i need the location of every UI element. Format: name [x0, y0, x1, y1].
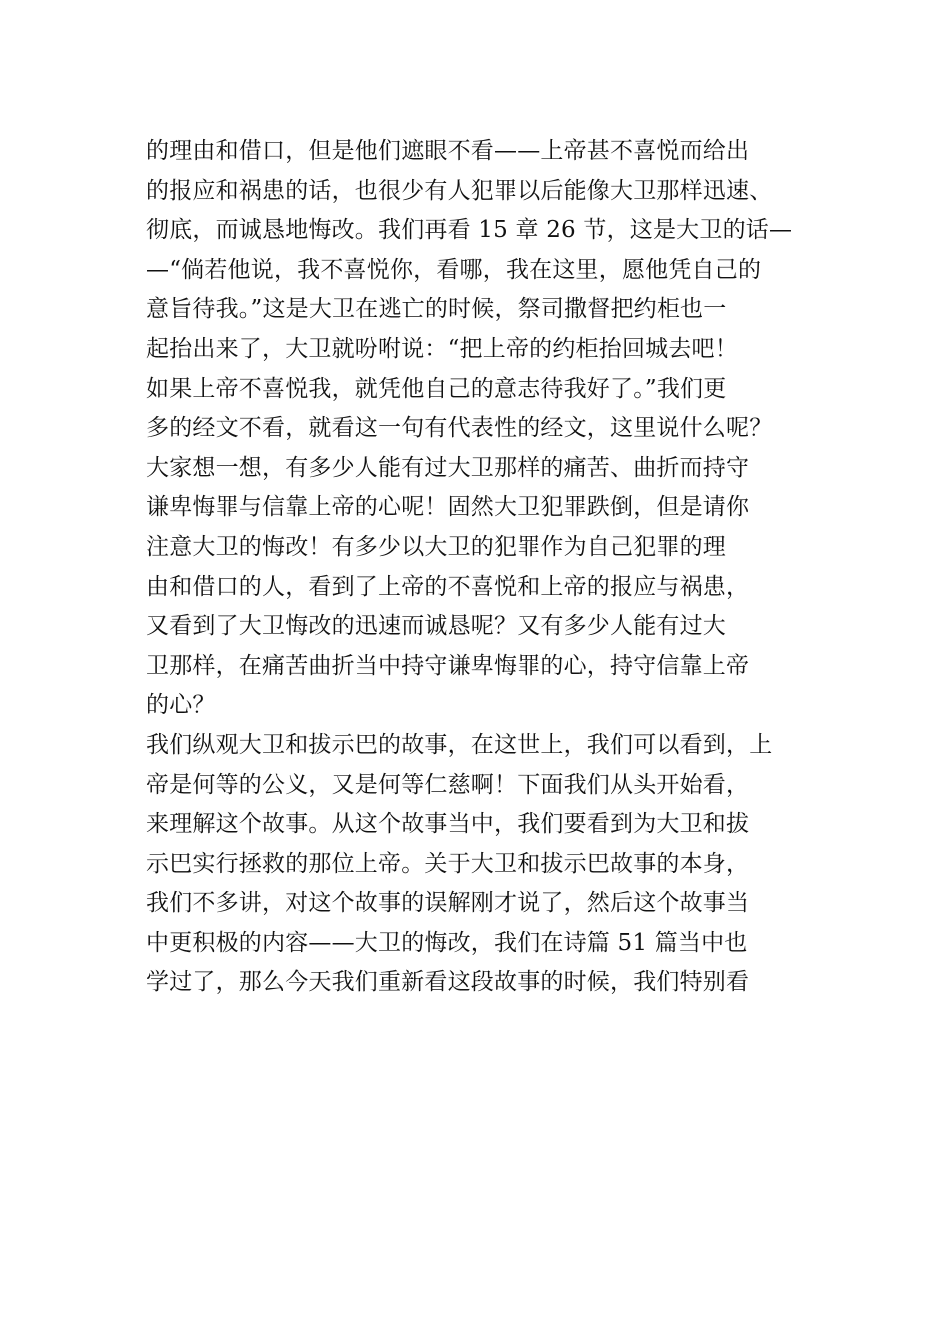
- text-line: 卫那样，在痛苦曲折当中持守谦卑悔罪的心，持守信靠上帝: [146, 652, 750, 679]
- text-line: 由和借口的人，看到了上帝的不喜悦和上帝的报应与祸患，: [146, 573, 750, 600]
- text-line: 如果上帝不喜悦我，就凭他自己的意志待我好了。”我们更: [146, 375, 727, 402]
- text-line: 中更积极的内容——大卫的悔改，我们在诗篇 51 篇当中也: [146, 929, 748, 956]
- text-line: 起抬出来了，大卫就吩咐说：“把上帝的约柜抬回城去吧！: [146, 335, 738, 362]
- text-line: 又看到了大卫悔改的迅速而诚恳呢？又有多少人能有过大: [146, 613, 726, 640]
- text-line: —“倘若他说，我不喜悦你，看哪，我在这里，愿他凭自己的: [146, 256, 762, 283]
- text-line: 大家想一想，有多少人能有过大卫那样的痛苦、曲折而持守: [146, 454, 750, 481]
- text-line: 多的经文不看，就看这一句有代表性的经文，这里说什么呢？: [146, 415, 773, 442]
- text-line: 示巴实行拯救的那位上帝。关于大卫和拔示巴故事的本身，: [146, 850, 750, 877]
- text-line: 彻底，而诚恳地悔改。我们再看 15 章 26 节，这是大卫的话—: [146, 217, 793, 244]
- text-line: 谦卑悔罪与信靠上帝的心呢！固然大卫犯罪跌倒，但是请你: [146, 494, 750, 521]
- text-line: 我们纵观大卫和拔示巴的故事，在这世上，我们可以看到，上: [146, 731, 773, 758]
- body-text: [146, 132, 826, 1003]
- text-line: 的报应和祸患的话，也很少有人犯罪以后能像大卫那样迅速、: [146, 177, 773, 204]
- text-line: 注意大卫的悔改！有多少以大卫的犯罪作为自己犯罪的理: [146, 533, 726, 560]
- text-line: 来理解这个故事。从这个故事当中，我们要看到为大卫和拔: [146, 811, 750, 838]
- text-line: 意旨待我。”这是大卫在逃亡的时候，祭司撒督把约柜也一: [146, 296, 727, 323]
- text-line: 的心？: [146, 692, 216, 719]
- text-line: 帝是何等的公义，又是何等仁慈啊！下面我们从头开始看，: [146, 771, 750, 798]
- text-line: 我们不多讲，对这个故事的误解刚才说了，然后这个故事当: [146, 890, 750, 917]
- text-line: 学过了，那么今天我们重新看这段故事的时候，我们特别看: [146, 969, 750, 996]
- text-line: 的理由和借口，但是他们遮眼不看——上帝甚不喜悦而给出: [146, 138, 750, 164]
